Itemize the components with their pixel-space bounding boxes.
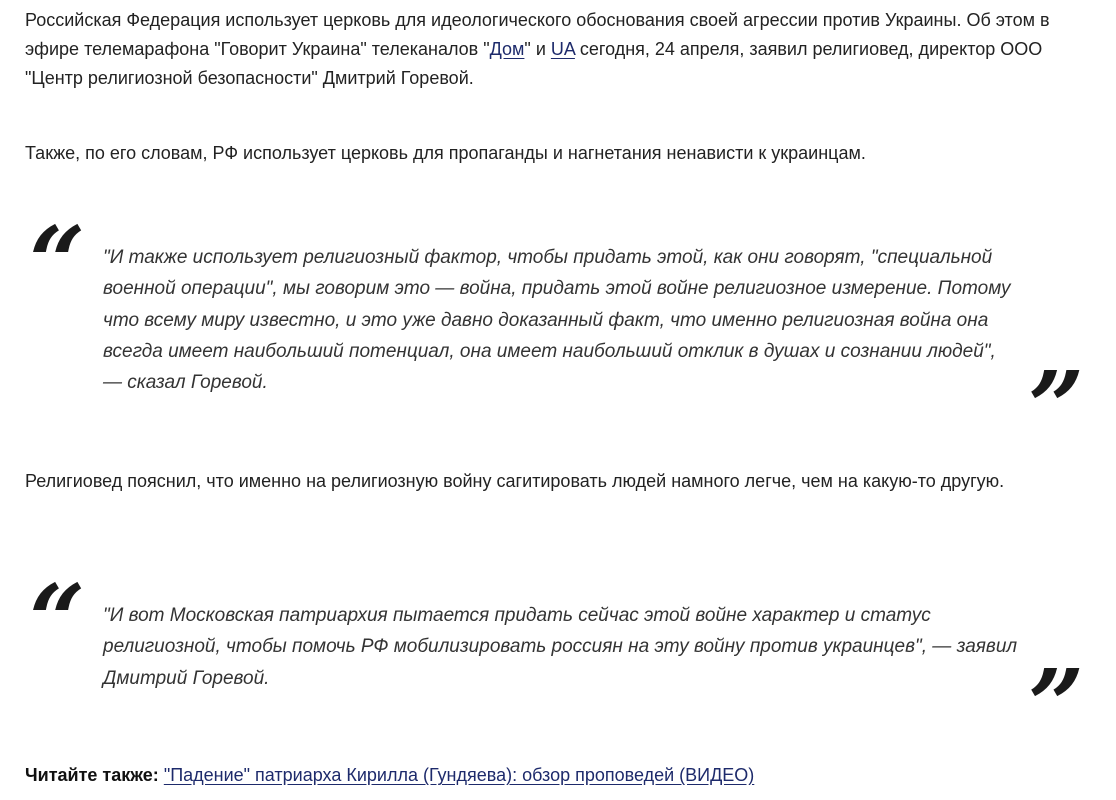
intro-text-middle: " и [524, 39, 551, 59]
read-also-link[interactable]: "Падение" патриарха Кирилла (Гундяева): обзор проповедей (ВИДЕО) [163, 765, 755, 785]
blockquote-2 [25, 564, 1091, 764]
intro-text-after: сегодня, 24 апреля, заявил религиовед, директор ООО "Центр религиозной безопасности" Дмитрий Горевой. [25, 39, 1043, 88]
paragraph-2: Также, по его словам, РФ использует церковь для пропаганды и нагнетания ненависти к украинцам. [25, 143, 866, 163]
close-quote-icon: ” [1028, 649, 1085, 764]
read-also [25, 761, 754, 790]
intro-paragraph [25, 6, 1085, 93]
quote-1-text: "И также использует религиозный фактор, чтобы придать этой, как они говорят, "специальной военной операции", мы говорим это — война, придать этой войне религиозное измерение. Потому что всему миру известно, и это уже давно доказанный факт, что именно религиозная война она всегда имеет наибольший потенциал, она имеет наибольший отклик в душах и сознании людей", — сказал Горевой. [103, 247, 1011, 394]
quote-2-text: "И вот Московская патриархия пытается придать сейчас этой войне характер и статус религиозной, чтобы помочь РФ мобилизировать россиян на эту войну против украинцев", — заявил Дмитрий Горевой. [103, 605, 1018, 689]
paragraph-3: Религиовед пояснил, что именно на религиозную войну сагитировать людей намного легче, чем на какую-то другую. [25, 471, 1005, 491]
open-quote-icon: “ [29, 564, 86, 679]
intro-text-before: Российская Федерация использует церковь для идеологического обоснования своей агрессии против Украины. Об этом в эфире телемарафона "Говорит Украина" телеканалов " [25, 10, 1050, 59]
read-also-label: Читайте также: [25, 765, 159, 785]
link-ua[interactable]: UA [550, 39, 575, 59]
blockquote-1 [25, 206, 1091, 466]
open-quote-icon: “ [29, 206, 86, 321]
link-dom[interactable]: Дом [489, 39, 525, 59]
close-quote-icon: ” [1028, 351, 1085, 466]
